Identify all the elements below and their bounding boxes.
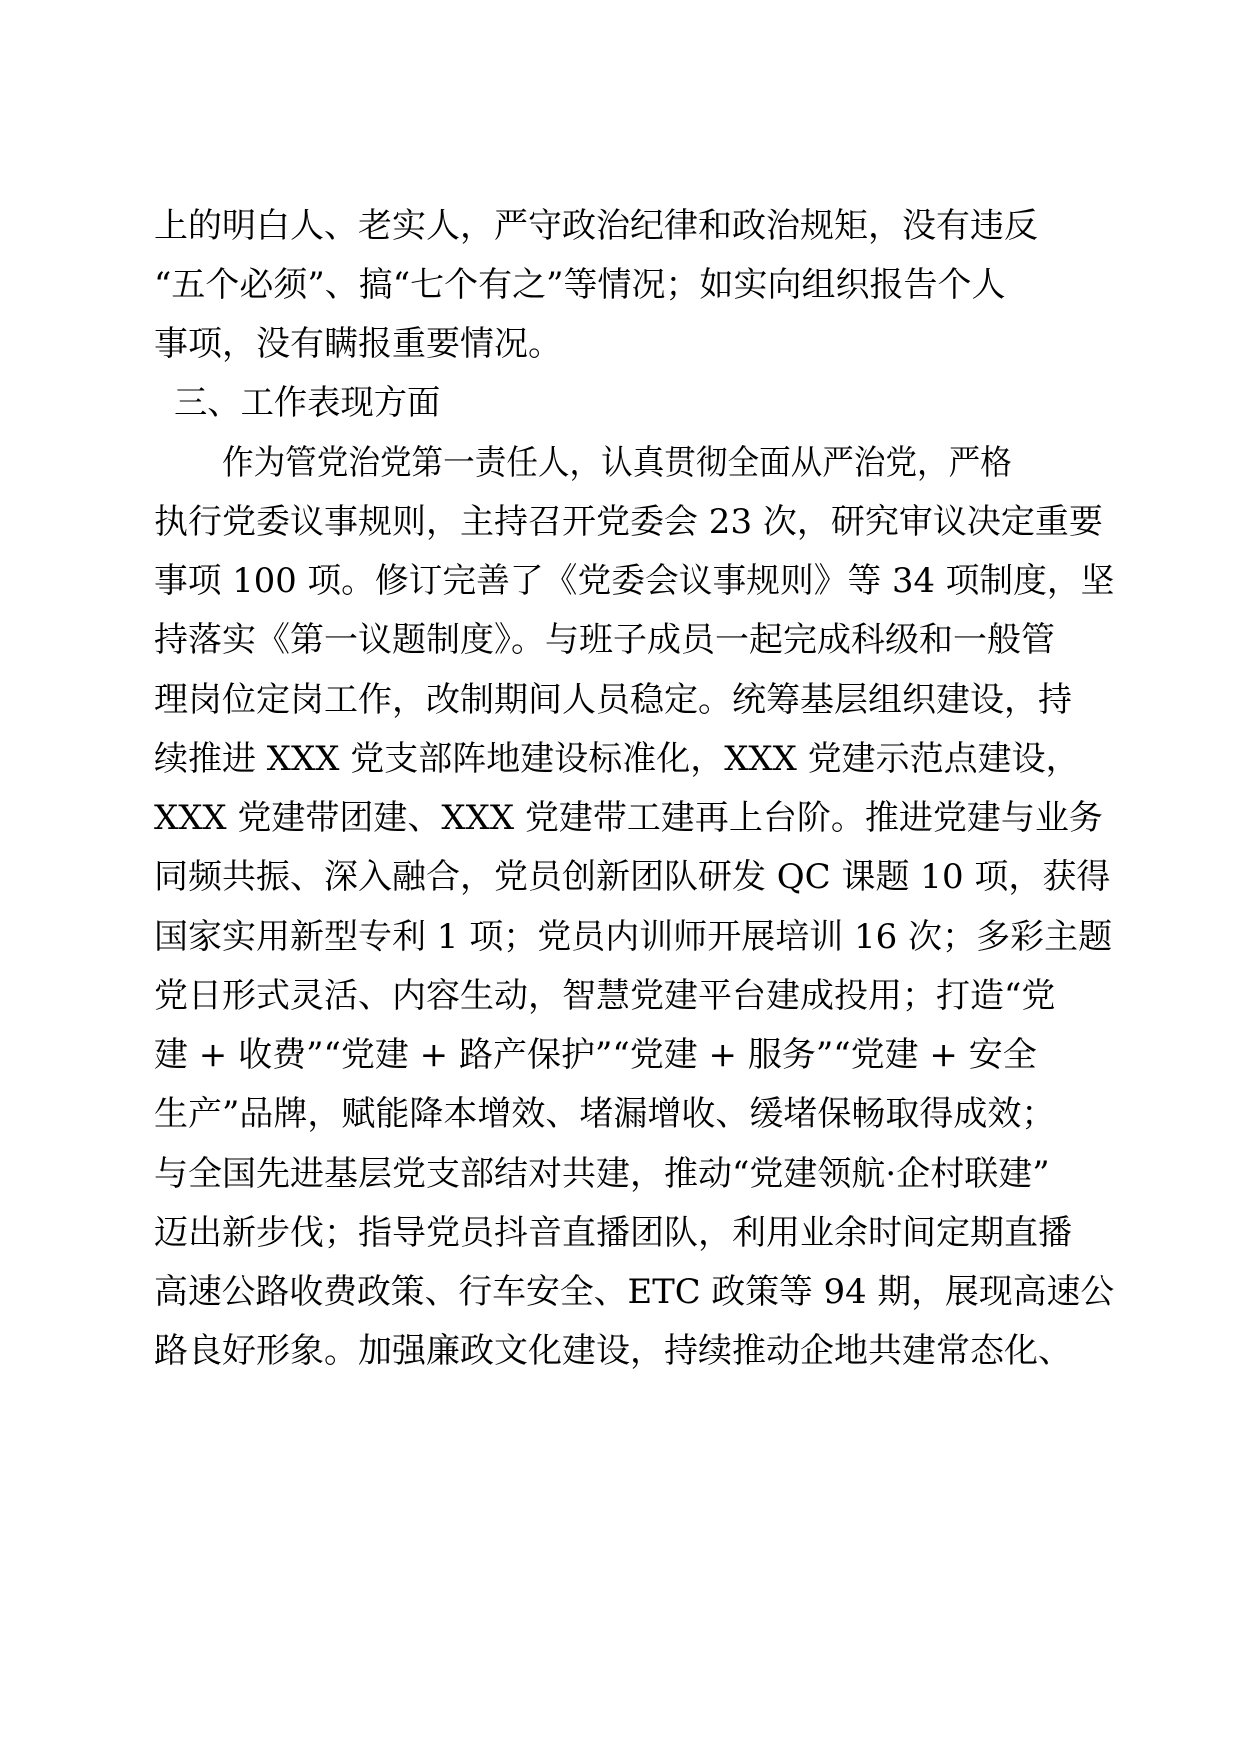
text-line-14: 党日形式灵活、内容生动，智慧党建平台建成投用；打造“党 [154,976,1056,1016]
text-line-6: 执行党委议事规则，主持召开党委会 23 次，研究审议决定重要 [154,502,1103,542]
paragraph-first-line: 作为管党治党第一责任人，认真贯彻全面从严治党，严格 [222,443,1012,483]
text-line-17: 与全国先进基层党支部结对共建，推动“党建领航·企村联建” [154,1154,1050,1194]
text-line-8: 持落实《第一议题制度》。与班子成员一起完成科级和一般管 [154,620,1055,660]
text-line-12: 同频共振、深入融合，党员创新团队研发 QC 课题 10 项，获得 [154,857,1111,897]
text-line-10: 续推进 XXX 党支部阵地建设标准化，XXX 党建示范点建设， [154,739,1080,779]
text-line-16: 生产”品牌，赋能降本增效、堵漏增收、缓堵保畅取得成效； [154,1094,1056,1134]
text-line-13: 国家实用新型专利 1 项；党员内训师开展培训 16 次；多彩主题 [154,917,1113,957]
text-line-9: 理岗位定岗工作，改制期间人员稳定。统筹基层组织建设，持 [154,680,1072,720]
text-line-15: 建 + 收费”“党建 + 路产保护”“党建 + 服务”“党建 + 安全 [154,1035,1037,1075]
section-heading: 三、工作表现方面 [174,383,441,423]
text-line-18: 迈出新步伐；指导党员抖音直播团队，利用业余时间定期直播 [154,1213,1072,1253]
text-line-7: 事项 100 项。修订完善了《党委会议事规则》等 34 项制度，坚 [154,561,1115,601]
text-line-1: 上的明白人、老实人，严守政治纪律和政治规矩，没有违反 [154,206,1038,246]
text-line-19: 高速公路收费政策、行车安全、ETC 政策等 94 期，展现高速公 [154,1272,1115,1312]
text-line-2: “五个必须”、搞“七个有之”等情况；如实向组织报告个人 [154,265,1006,305]
text-line-3: 事项，没有瞒报重要情况。 [154,324,562,364]
text-line-20: 路良好形象。加强廉政文化建设，持续推动企地共建常态化、 [154,1331,1072,1371]
text-line-11: XXX 党建带团建、XXX 党建带工建再上台阶。推进党建与业务 [154,798,1103,838]
